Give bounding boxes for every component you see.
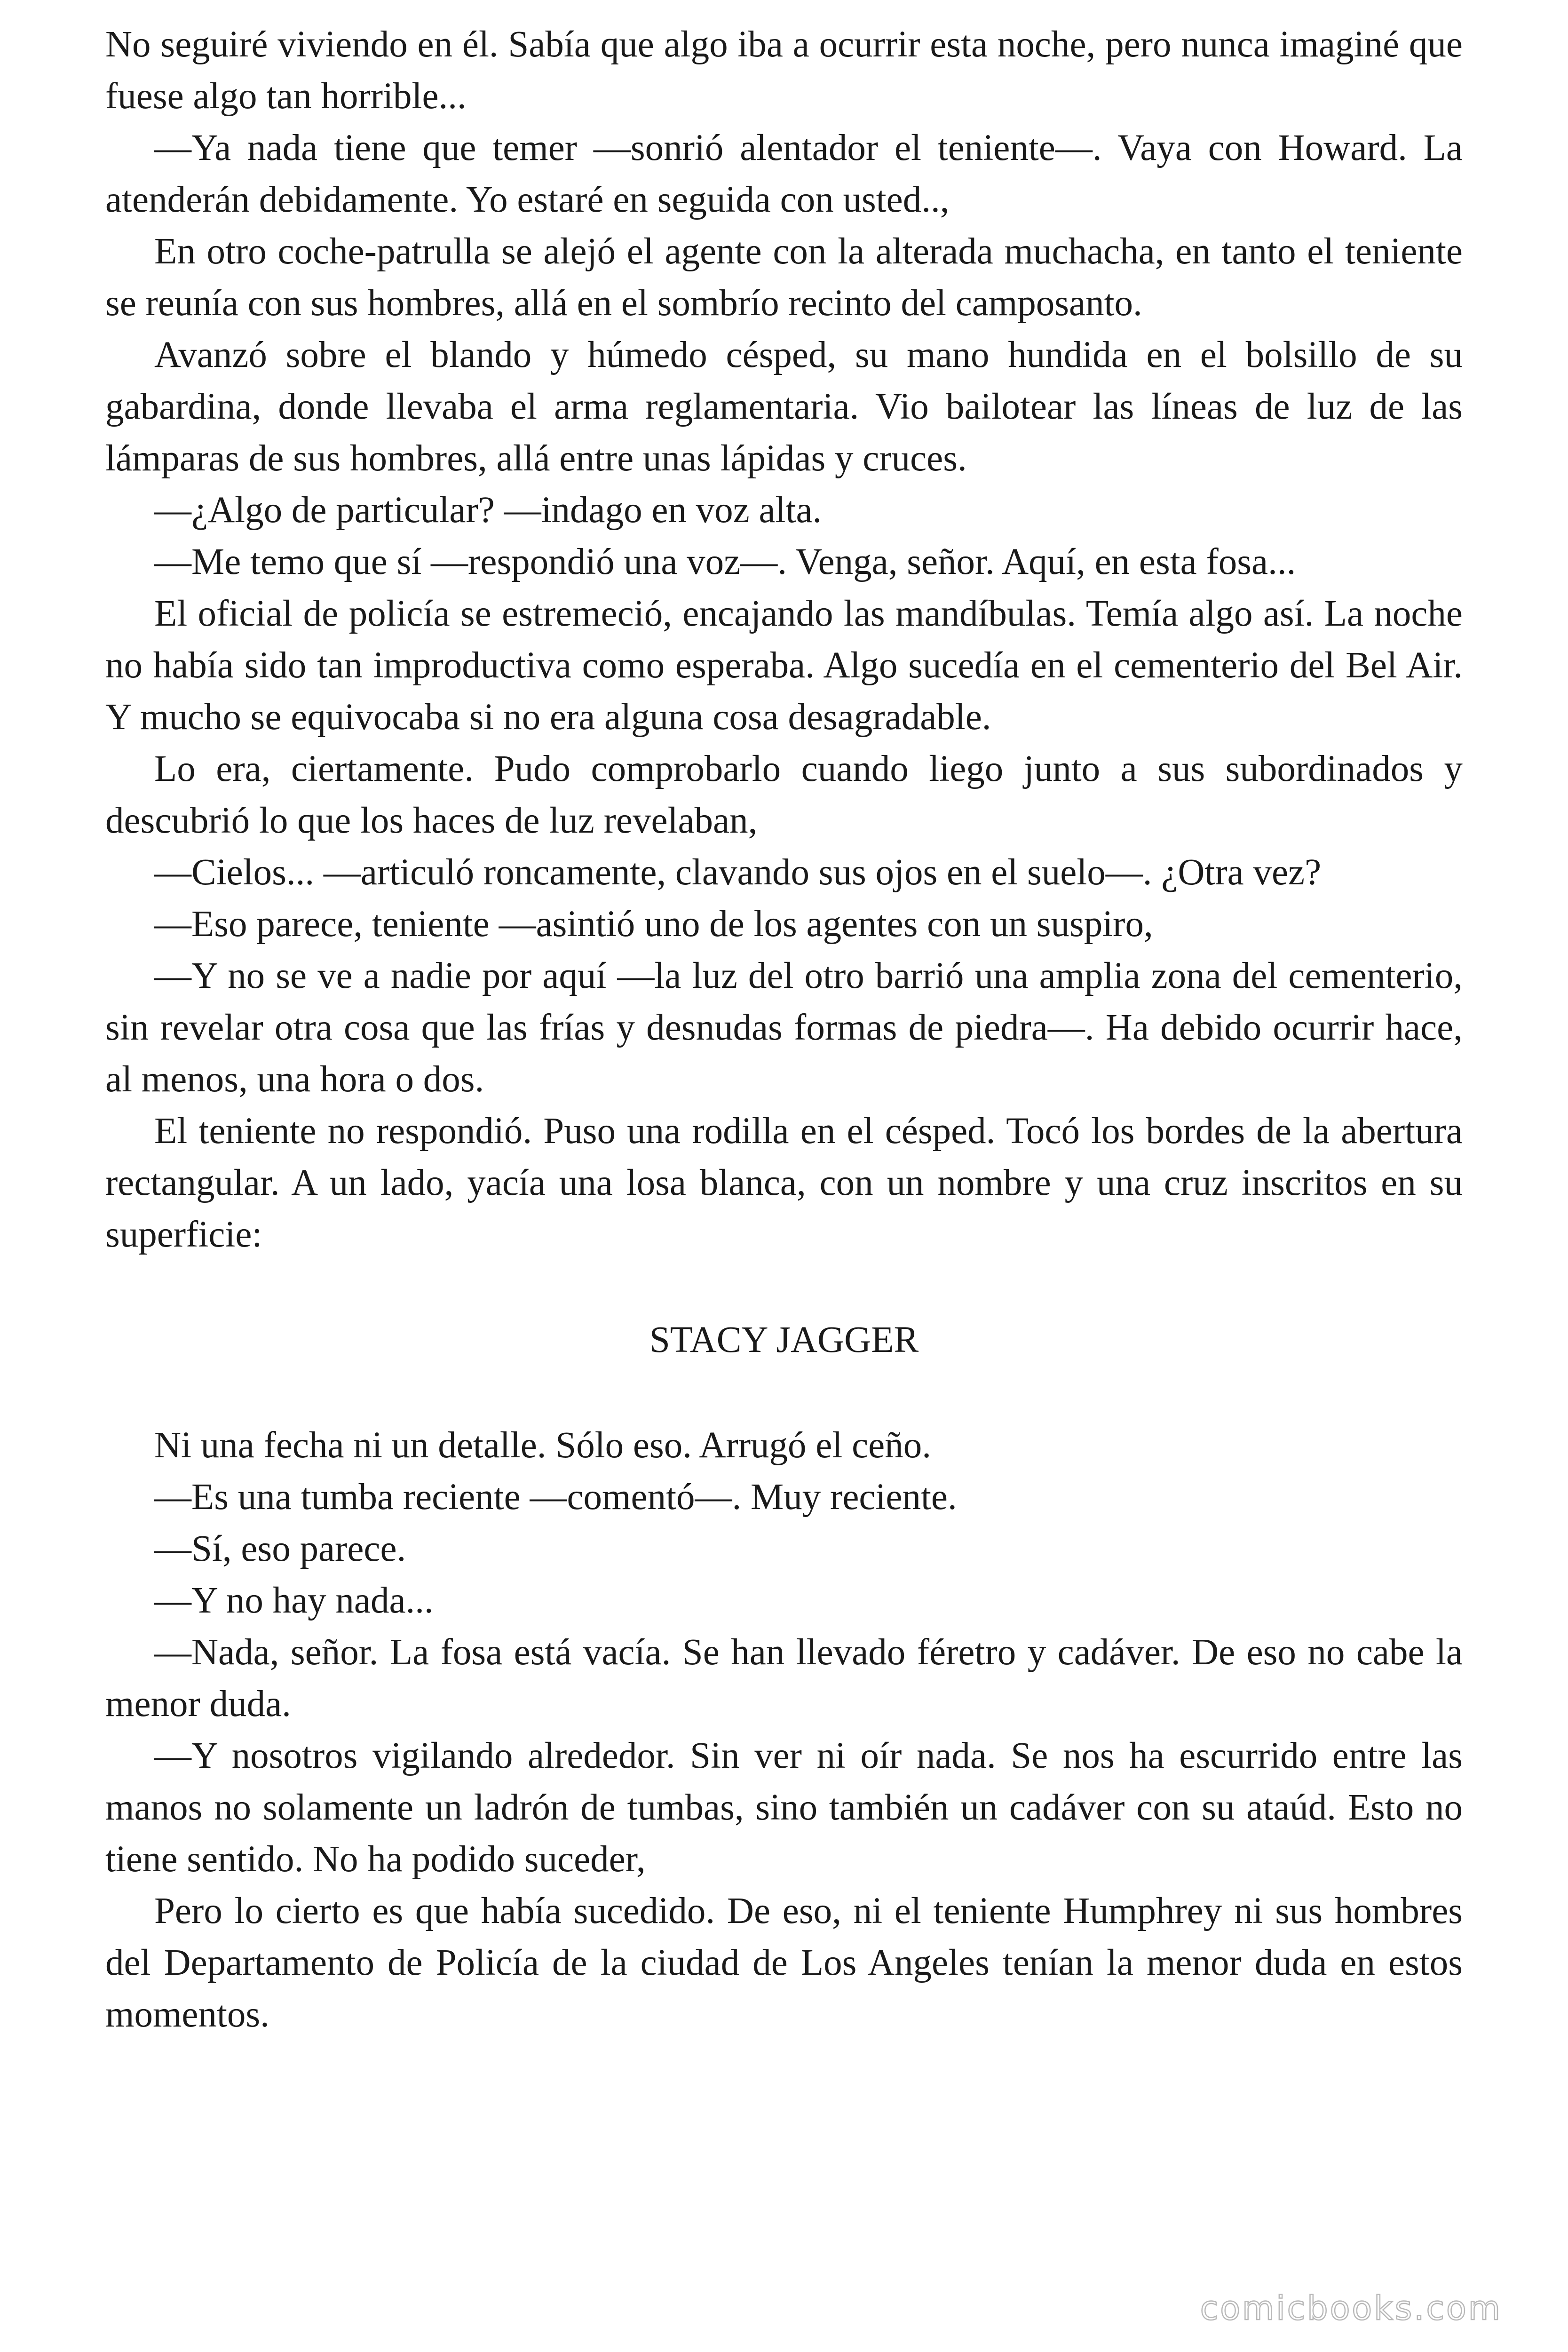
paragraph-15: —Sí, eso parece. [154, 1528, 406, 1569]
paragraph-16: —Y no hay nada... [154, 1580, 434, 1621]
paragraph-13: Ni una fecha ni un detalle. Sólo eso. Arrugó el ceño. [154, 1425, 931, 1466]
paragraph-3: En otro coche-patrulla se alejó el agente con la alterada muchacha, en tanto el teniente se reunía con sus hombres, allá en el sombrío recinto del camposanto. [105, 231, 1463, 324]
paragraph-19: Pero lo cierto es que había sucedido. De eso, ni el teniente Humphrey ni sus hombres del Departamento de Policía de la ciudad de Los Angeles tenían la menor duda en estos momentos. [105, 1891, 1463, 2035]
paragraph-9: —Cielos... —articuló roncamente, clavando sus ojos en el suelo—. ¿Otra vez? [154, 852, 1322, 893]
watermark: comicbooks.com [1200, 2289, 1502, 2328]
paragraph-1: No seguiré viviendo en él. Sabía que algo iba a ocurrir esta noche, pero nunca imaginé que fuese algo tan horrible... [105, 24, 1463, 117]
paragraph-10: —Eso parece, teniente —asintió uno de los agentes con un suspiro, [154, 904, 1153, 945]
paragraph-5: —¿Algo de particular? —indago en voz alta. [154, 490, 822, 531]
paragraph-11: —Y no se ve a nadie por aquí —la luz del otro barrió una amplia zona del cementerio, sin revelar otra cosa que las frías y desnudas formas de piedra—. Ha debido ocurrir hace, al menos, una hora o dos. [105, 955, 1463, 1100]
paragraph-8: Lo era, ciertamente. Pudo comprobarlo cuando liego junto a sus subordinados y descubrió lo que los haces de luz revelaban, [105, 748, 1463, 841]
paragraph-7: El oficial de policía se estremeció, encajando las mandíbulas. Temía algo así. La noche no había sido tan improductiva como esperaba. Algo sucedía en el cementerio del Bel Air. Y mucho se equivocaba si no era alguna cosa desagradable. [105, 593, 1463, 738]
paragraph-17: —Nada, señor. La fosa está vacía. Se han llevado féretro y cadáver. De eso no cabe la menor duda. [105, 1632, 1463, 1724]
paragraph-14: —Es una tumba reciente —comentó—. Muy reciente. [154, 1477, 957, 1518]
paragraph-6: —Me temo que sí —respondió una voz—. Venga, señor. Aquí, en esta fosa... [154, 541, 1296, 582]
tombstone-inscription: STACY JAGGER [649, 1319, 919, 1360]
page-text [105, 19, 1463, 2041]
paragraph-4: Avanzó sobre el blando y húmedo césped, su mano hundida en el bolsillo de su gabardina, donde llevaba el arma reglamentaria. Vio bailotear las líneas de luz de las lámparas de sus hombres, allá entre unas lápidas y cruces. [105, 334, 1463, 479]
paragraph-12: El teniente no respondió. Puso una rodilla en el césped. Tocó los bordes de la abertura rectangular. A un lado, yacía una losa blanca, con un nombre y una cruz inscritos en su superficie: [105, 1111, 1463, 1255]
paragraph-2: —Ya nada tiene que temer —sonrió alentador el teniente—. Vaya con Howard. La atenderán debidamente. Yo estaré en seguida con usted.., [105, 127, 1463, 220]
paragraph-18: —Y nosotros vigilando alrededor. Sin ver ni oír nada. Se nos ha escurrido entre las manos no solamente un ladrón de tumbas, sino también un cadáver con su ataúd. Esto no tiene sentido. No ha podido suceder, [105, 1735, 1463, 1880]
